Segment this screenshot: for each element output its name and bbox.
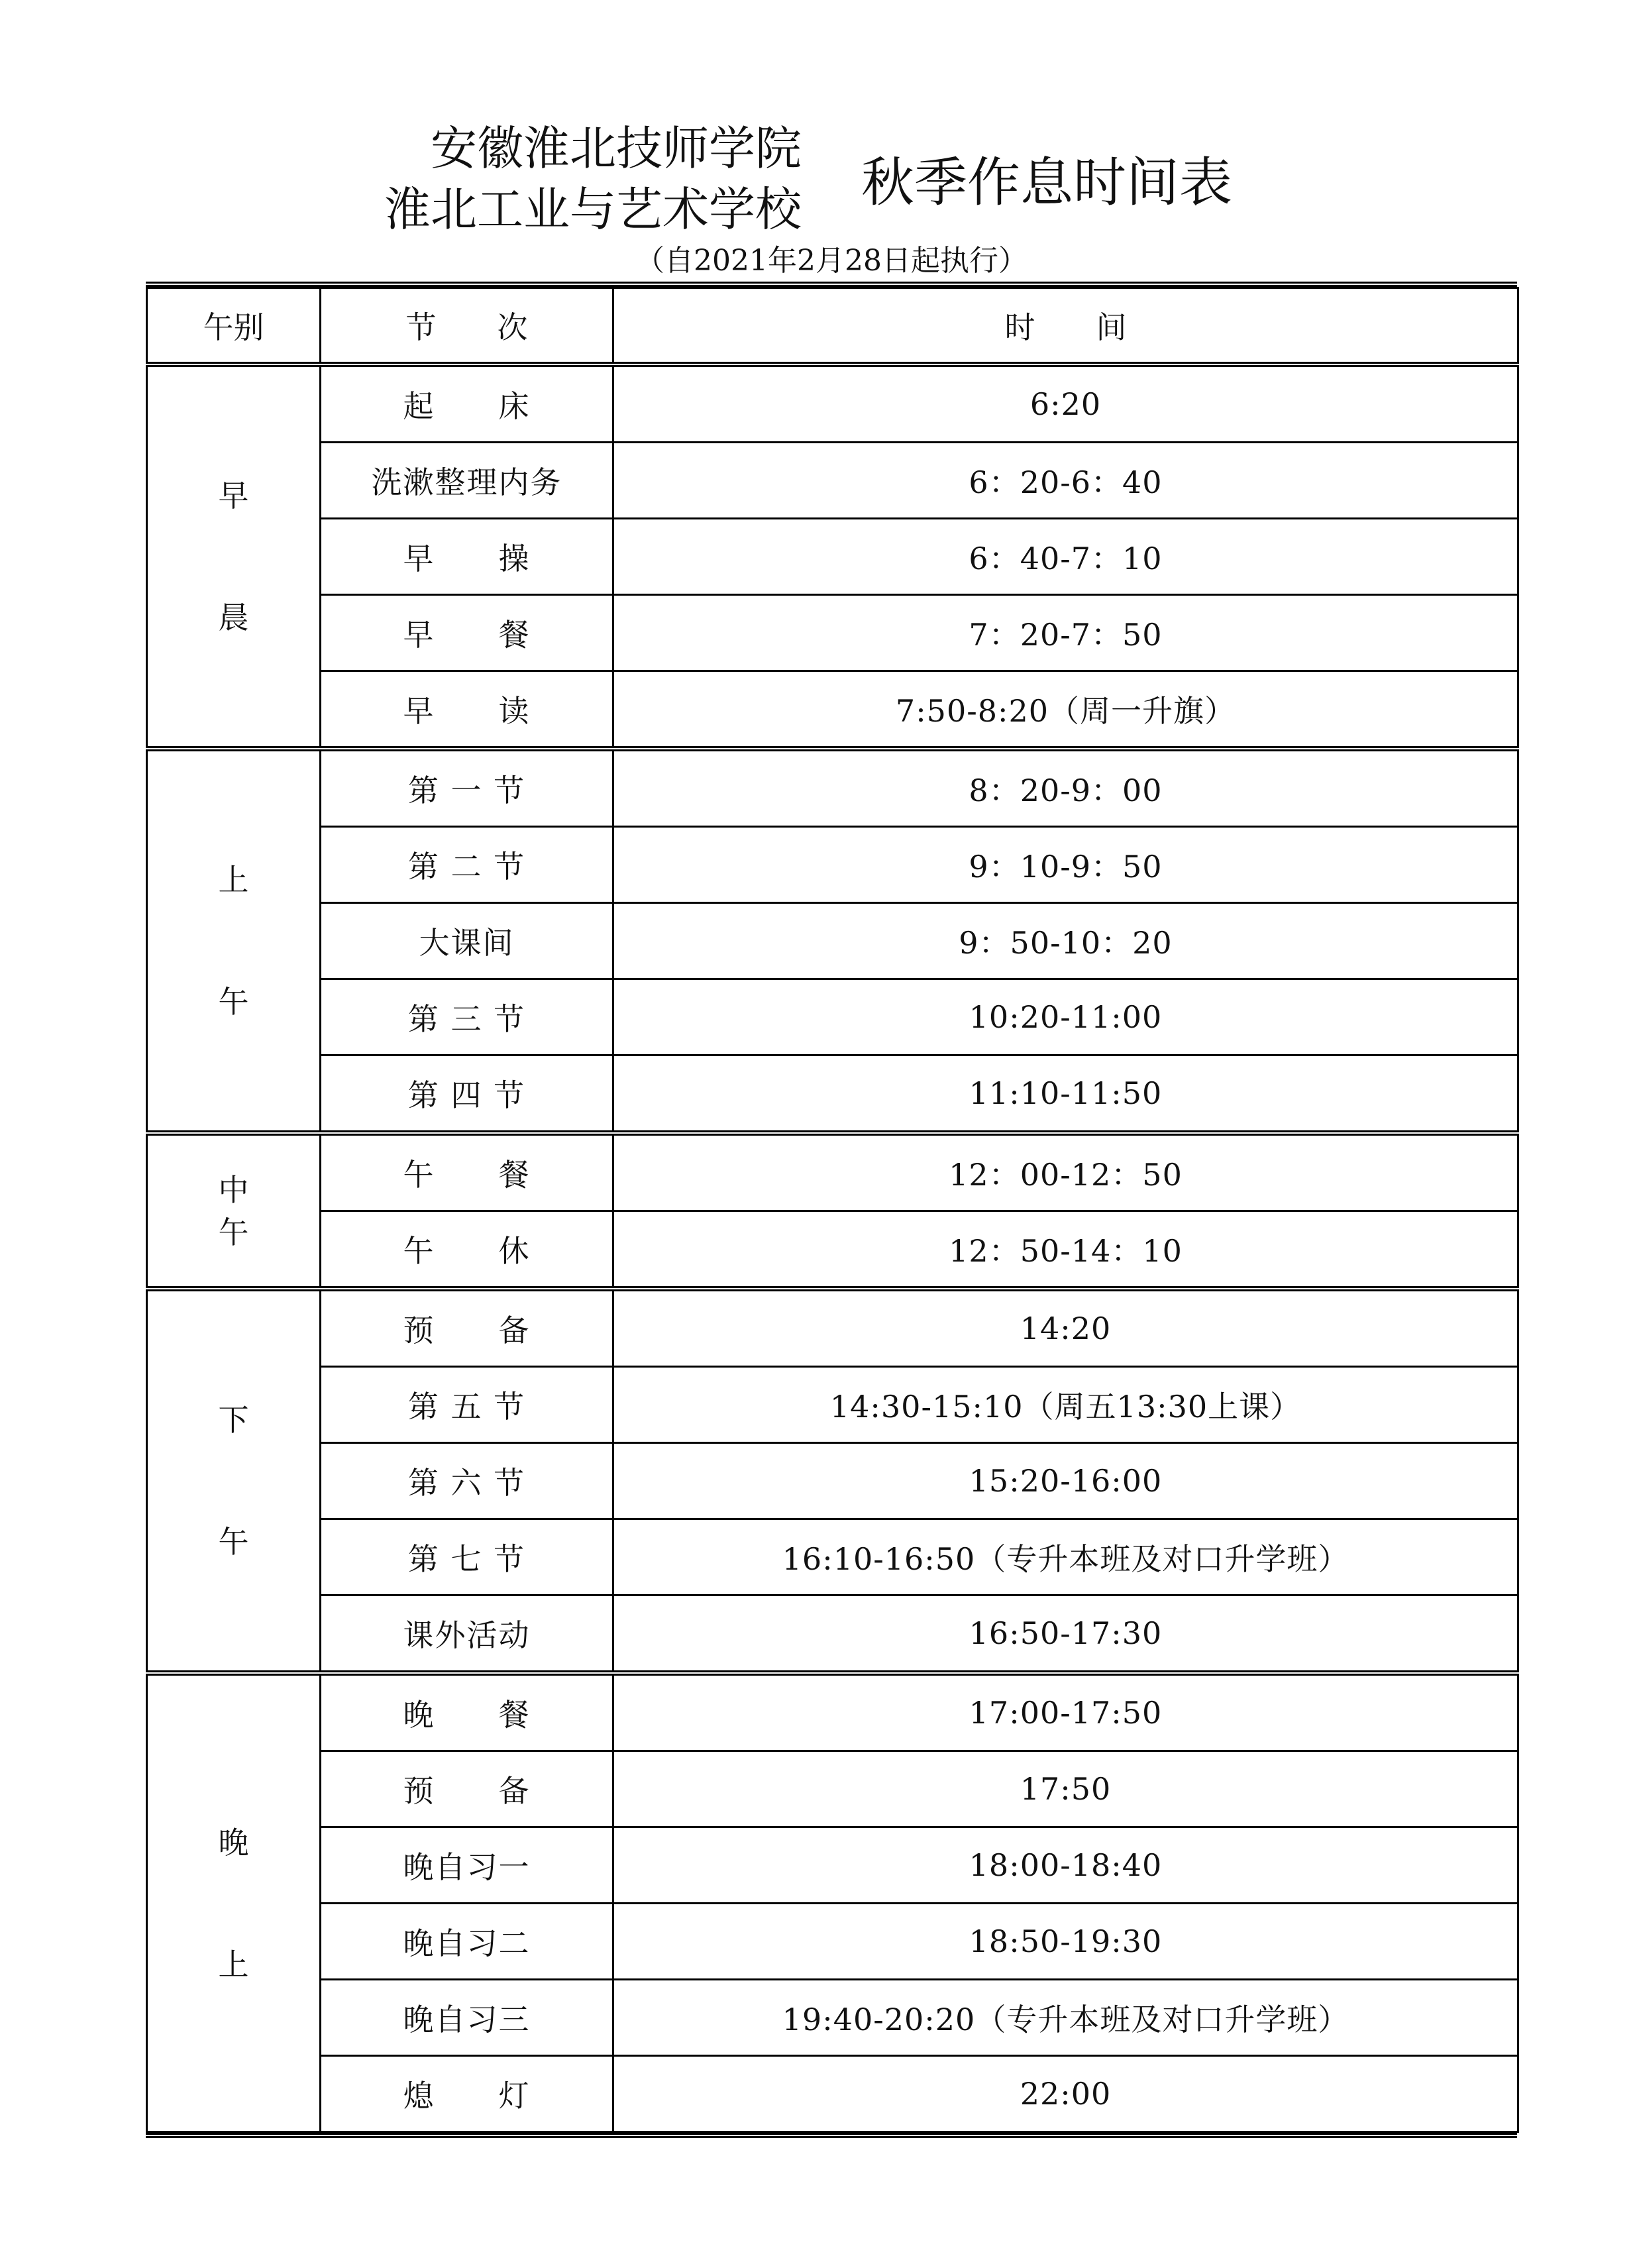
session-cell: 早 读 bbox=[321, 671, 613, 749]
table-row bbox=[147, 2056, 1518, 2132]
session-cell: 第 五 节 bbox=[321, 1367, 613, 1443]
table-row bbox=[147, 671, 1518, 749]
table-row bbox=[147, 1367, 1518, 1443]
school-name-line2: 淮北工业与艺术学校 bbox=[384, 182, 802, 237]
time-cell: 17:50 bbox=[613, 1751, 1518, 1827]
table-row bbox=[147, 979, 1518, 1055]
period-label-char: 晚 bbox=[218, 1824, 249, 1861]
column-header-session: 节 次 bbox=[321, 288, 613, 365]
table-row bbox=[147, 827, 1518, 903]
table-row bbox=[147, 749, 1518, 827]
period-label-char: 下 bbox=[218, 1402, 249, 1438]
period-cell bbox=[147, 1289, 321, 1673]
table-row bbox=[147, 1443, 1518, 1519]
page-title: 秋季作息时间表 bbox=[861, 152, 1232, 213]
session-cell: 预 备 bbox=[321, 1289, 613, 1367]
time-cell: 6:20 bbox=[613, 364, 1518, 443]
table-row bbox=[147, 903, 1518, 979]
period-spacer bbox=[148, 901, 319, 981]
table-header-row bbox=[147, 288, 1518, 365]
table-row bbox=[147, 595, 1518, 671]
time-cell: 19:40-20:20（专升本班及对口升学班） bbox=[613, 1980, 1518, 2056]
session-cell: 第 七 节 bbox=[321, 1519, 613, 1595]
table-row bbox=[147, 1211, 1518, 1289]
period-cell bbox=[147, 1673, 321, 2132]
table-row bbox=[147, 1904, 1518, 1980]
period-label-char: 午 bbox=[218, 1214, 249, 1250]
table-row bbox=[147, 1980, 1518, 2056]
table-row bbox=[147, 1055, 1518, 1134]
table-row bbox=[147, 1289, 1518, 1367]
session-cell: 大课间 bbox=[321, 903, 613, 979]
time-cell: 8：20-9：00 bbox=[613, 749, 1518, 827]
table-row bbox=[147, 1133, 1518, 1211]
session-cell: 第 三 节 bbox=[321, 979, 613, 1055]
column-header-time: 时 间 bbox=[613, 288, 1518, 365]
schedule-body bbox=[147, 288, 1518, 2132]
time-cell: 11:10-11:50 bbox=[613, 1055, 1518, 1134]
time-cell: 10:20-11:00 bbox=[613, 979, 1518, 1055]
time-cell: 14:30-15:10（周五13:30上课） bbox=[613, 1367, 1518, 1443]
session-cell: 课外活动 bbox=[321, 1595, 613, 1674]
time-cell: 7:50-8:20（周一升旗） bbox=[613, 671, 1518, 749]
period-cell bbox=[147, 1133, 321, 1289]
session-cell: 晚自习三 bbox=[321, 1980, 613, 2056]
time-cell: 12：50-14：10 bbox=[613, 1211, 1518, 1289]
table-row bbox=[147, 1595, 1518, 1674]
time-cell: 16:10-16:50（专升本班及对口升学班） bbox=[613, 1519, 1518, 1595]
session-cell: 午 餐 bbox=[321, 1133, 613, 1211]
time-cell: 18:00-18:40 bbox=[613, 1827, 1518, 1904]
time-cell: 7：20-7：50 bbox=[613, 595, 1518, 671]
session-cell: 早 餐 bbox=[321, 595, 613, 671]
time-cell: 6：20-6：40 bbox=[613, 443, 1518, 519]
period-spacer bbox=[148, 1864, 319, 1943]
table-row bbox=[147, 1751, 1518, 1827]
schedule-table bbox=[146, 287, 1519, 2133]
time-cell: 9：10-9：50 bbox=[613, 827, 1518, 903]
session-cell: 午 休 bbox=[321, 1211, 613, 1289]
effective-date: （自2021年2月28日起执行） bbox=[635, 244, 1028, 278]
session-cell: 熄 灯 bbox=[321, 2056, 613, 2132]
session-cell: 第 一 节 bbox=[321, 749, 613, 827]
session-cell: 起 床 bbox=[321, 364, 613, 443]
time-cell: 14:20 bbox=[613, 1289, 1518, 1367]
time-cell: 18:50-19:30 bbox=[613, 1904, 1518, 1980]
schedule-sheet bbox=[146, 282, 1517, 2138]
table-row bbox=[147, 1827, 1518, 1904]
period-spacer bbox=[148, 517, 319, 596]
time-cell: 6：40-7：10 bbox=[613, 519, 1518, 595]
period-label-char: 上 bbox=[218, 862, 249, 898]
session-cell: 晚 餐 bbox=[321, 1673, 613, 1751]
period-label-char: 上 bbox=[218, 1946, 249, 1982]
table-row bbox=[147, 364, 1518, 443]
period-label-char: 中 bbox=[218, 1171, 249, 1208]
period-cell bbox=[147, 364, 321, 749]
period-cell bbox=[147, 749, 321, 1133]
table-row bbox=[147, 1673, 1518, 1751]
period-spacer bbox=[148, 1441, 319, 1521]
time-cell: 15:20-16:00 bbox=[613, 1443, 1518, 1519]
period-label-char: 午 bbox=[218, 984, 249, 1020]
school-names bbox=[318, 118, 802, 240]
table-row bbox=[147, 1519, 1518, 1595]
time-cell: 16:50-17:30 bbox=[613, 1595, 1518, 1674]
session-cell: 早 操 bbox=[321, 519, 613, 595]
session-cell: 第 六 节 bbox=[321, 1443, 613, 1519]
period-label-char: 早 bbox=[218, 478, 249, 513]
time-cell: 17:00-17:50 bbox=[613, 1673, 1518, 1751]
session-cell: 第 四 节 bbox=[321, 1055, 613, 1134]
school-name-line1: 安徽淮北技师学院 bbox=[431, 121, 802, 176]
session-cell: 预 备 bbox=[321, 1751, 613, 1827]
session-cell: 第 二 节 bbox=[321, 827, 613, 903]
table-row bbox=[147, 443, 1518, 519]
session-cell: 晚自习一 bbox=[321, 1827, 613, 1904]
period-label-char: 晨 bbox=[218, 600, 249, 635]
time-cell: 22:00 bbox=[613, 2056, 1518, 2132]
session-cell: 洗漱整理内务 bbox=[321, 443, 613, 519]
time-cell: 9：50-10：20 bbox=[613, 903, 1518, 979]
period-label-char: 午 bbox=[218, 1524, 249, 1560]
table-row bbox=[147, 519, 1518, 595]
time-cell: 12：00-12：50 bbox=[613, 1133, 1518, 1211]
column-header-period: 午别 bbox=[147, 288, 321, 365]
session-cell: 晚自习二 bbox=[321, 1904, 613, 1980]
